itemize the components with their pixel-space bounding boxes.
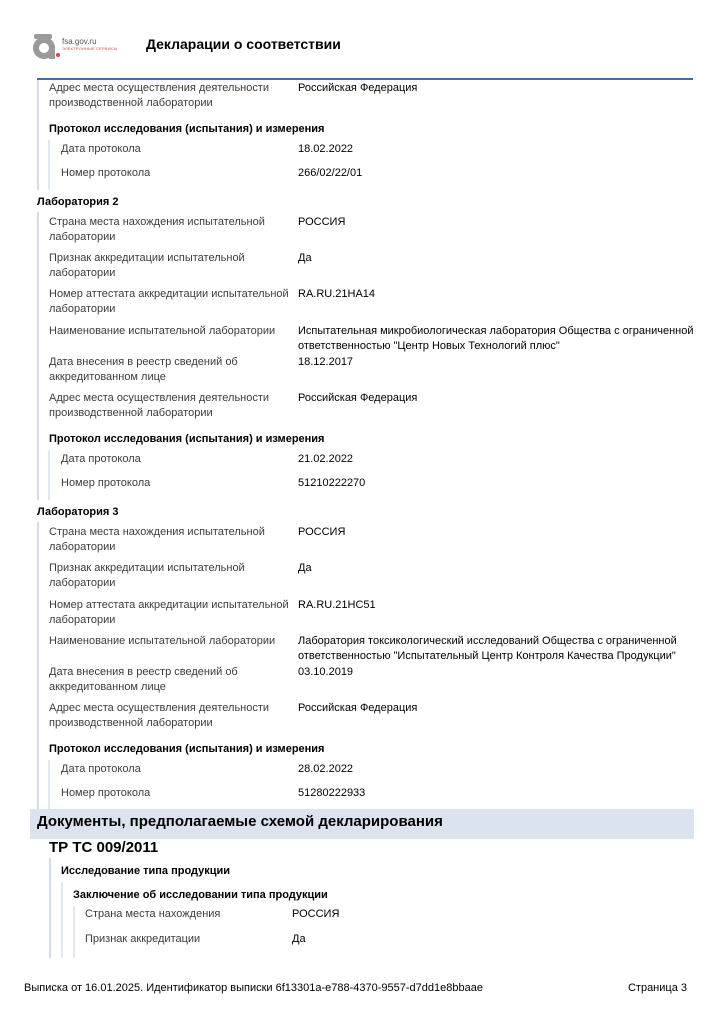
- lab2-country-value: РОССИЯ: [298, 216, 346, 228]
- lab3-protocol-number-label: Номер протокола: [61, 787, 151, 799]
- lab2-name-value: Испытательная микробиологическая лаборатория Общества с ограниченной ответственностью "Центр Новых Технологий плюс": [298, 325, 694, 352]
- lab3-protocol-date-value: 28.02.2022: [298, 763, 354, 775]
- tr-indent-bar: [49, 858, 51, 958]
- lab2-indent-bar: [37, 212, 39, 500]
- lab2-protocol-title: Протокол исследования (испытания) и измерения: [49, 433, 325, 445]
- lab1-protocol-bar: [48, 140, 50, 190]
- footer-page-number: Страница 3: [627, 982, 687, 994]
- lab3-reg-date-value: 03.10.2019: [298, 666, 354, 678]
- lab3-protocol-bar: [48, 760, 50, 809]
- lab1-protocol-number-value: 266/02/22/01: [298, 167, 363, 179]
- lab2-protocol-number-label: Номер протокола: [61, 477, 151, 489]
- lab1-address-value: Российская Федерация: [298, 82, 418, 94]
- doc-accred-label: Признак аккредитации: [85, 933, 201, 945]
- doc-country-label: Страна места нахождения: [85, 908, 221, 920]
- lab2-cert-label: Номер аттестата аккредитации испытательной лаборатории: [49, 288, 289, 315]
- lab1-indent-bar: [37, 80, 39, 190]
- lab1-address-label: Адрес места осуществления деятельности производственной лаборатории: [49, 82, 270, 109]
- lab1-protocol-title: Протокол исследования (испытания) и измерения: [49, 123, 325, 135]
- logo-tagline: ЭЛЕКТРОННЫЕ СЕРВИСЫ: [62, 46, 118, 51]
- lab2-protocol-number-value: 51210222270: [298, 477, 366, 489]
- lab3-country-value: РОССИЯ: [298, 526, 346, 538]
- lab2-reg-date-value: 18.12.2017: [298, 356, 354, 368]
- section-title: Документы, предполагаемые схемой декларирования: [37, 813, 443, 830]
- page-title: Декларации о соответствии: [146, 36, 341, 52]
- tr-title: ТР ТС 009/2011: [49, 839, 159, 856]
- lab3-cert-value: RA.RU.21НС51: [298, 599, 376, 611]
- lab1-protocol-number-label: Номер протокола: [61, 167, 151, 179]
- study-indent-bar: [61, 882, 63, 958]
- lab2-protocol-bar: [48, 450, 50, 500]
- lab2-protocol-date-value: 21.02.2022: [298, 453, 354, 465]
- fsa-logo-icon: [30, 32, 60, 62]
- doc-country-value: РОССИЯ: [292, 908, 340, 920]
- lab3-name-value: Лаборатория токсикологический исследований Общества с ограниченной ответственностью "Испытательный Центр Контроля Качества Продукции": [298, 635, 677, 662]
- lab2-protocol-date-label: Дата протокола: [61, 453, 141, 465]
- lab1-protocol-date-value: 18.02.2022: [298, 143, 354, 155]
- lab2-address-label: Адрес места осуществления деятельности производственной лаборатории: [49, 392, 270, 419]
- lab2-accred-label: Признак аккредитации испытательной лаборатории: [49, 252, 245, 279]
- lab3-title: Лаборатория 3: [37, 506, 119, 518]
- lab2-title: Лаборатория 2: [37, 196, 119, 208]
- lab2-name-label: Наименование испытательной лаборатории: [49, 325, 276, 337]
- lab3-protocol-title: Протокол исследования (испытания) и измерения: [49, 743, 325, 755]
- lab1-protocol-date-label: Дата протокола: [61, 143, 141, 155]
- lab3-address-label: Адрес места осуществления деятельности производственной лаборатории: [49, 702, 270, 729]
- lab2-reg-date-label: Дата внесения в реестр сведений об аккредитованном лице: [49, 356, 238, 383]
- lab2-cert-value: RA.RU.21НА14: [298, 288, 376, 300]
- header-divider: [37, 78, 693, 80]
- footer-extract-info: Выписка от 16.01.2025. Идентификатор выписки 6f13301a-e788-4370-9557-d7dd1e8bbaae: [24, 982, 483, 994]
- lab3-indent-bar: [37, 522, 39, 809]
- lab2-country-label: Страна места нахождения испытательной лаборатории: [49, 216, 265, 243]
- lab3-cert-label: Номер аттестата аккредитации испытательной лаборатории: [49, 599, 289, 626]
- study-title: Исследование типа продукции: [61, 865, 231, 877]
- lab3-reg-date-label: Дата внесения в реестр сведений об аккредитованном лице: [49, 666, 238, 693]
- lab3-country-label: Страна места нахождения испытательной лаборатории: [49, 526, 265, 553]
- lab2-address-value: Российская Федерация: [298, 392, 418, 404]
- conclusion-indent-bar: [73, 906, 75, 958]
- lab2-accred-value: Да: [298, 252, 312, 264]
- lab3-address-value: Российская Федерация: [298, 702, 418, 714]
- lab3-accred-label: Признак аккредитации испытательной лаборатории: [49, 562, 245, 589]
- doc-accred-value: Да: [292, 933, 306, 945]
- conclusion-title: Заключение об исследовании типа продукции: [73, 889, 328, 901]
- lab3-accred-value: Да: [298, 562, 312, 574]
- lab3-name-label: Наименование испытательной лаборатории: [49, 635, 276, 647]
- lab3-protocol-number-value: 51280222933: [298, 787, 366, 799]
- logo-text: fsa.gov.ru: [62, 37, 97, 46]
- lab3-protocol-date-label: Дата протокола: [61, 763, 141, 775]
